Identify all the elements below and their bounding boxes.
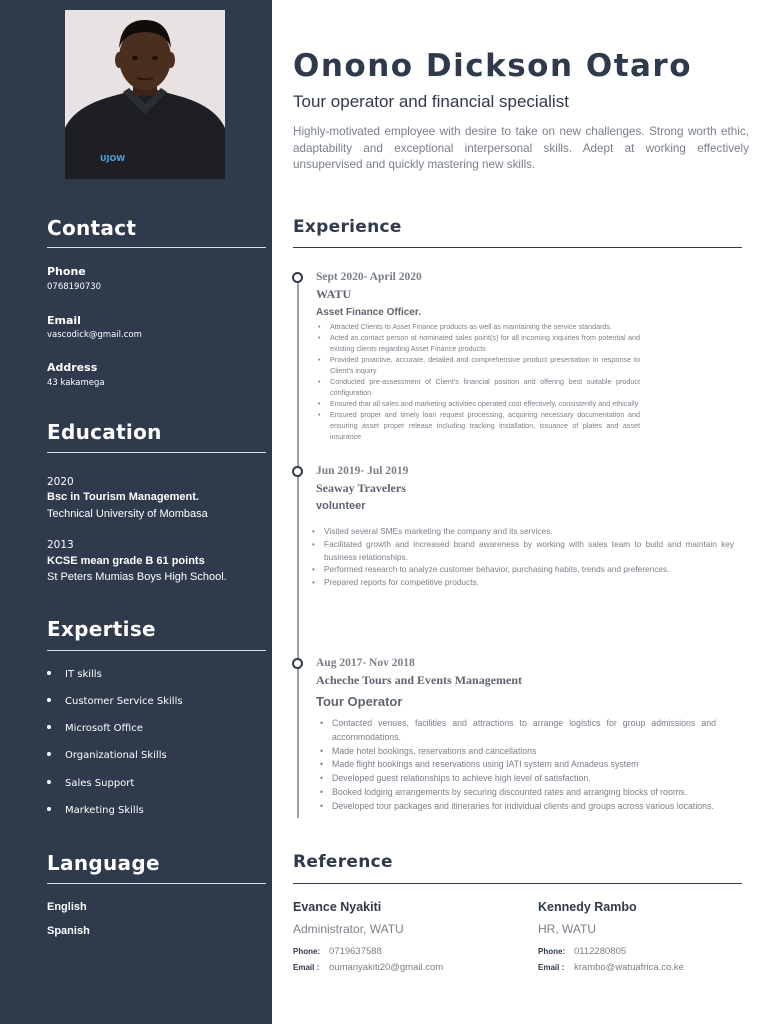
duty-item: • Contacted venues, facilities and attractions to arrange logistics for group admissions and accommodations.: [320, 717, 716, 745]
education-degree: KCSE mean grade B 61 points: [47, 555, 205, 567]
email-value: vascodick@gmail.com: [47, 330, 142, 340]
timeline-dot-icon: [292, 272, 303, 283]
expertise-item-label: Customer Service Skills: [65, 696, 183, 707]
reference-phone-value: 0112280805: [574, 946, 627, 957]
bullet-icon: [47, 698, 51, 702]
bullet-icon: [47, 725, 51, 729]
reference-name: Evance Nyakiti: [293, 900, 382, 914]
bullet-icon: [47, 671, 51, 675]
language-divider: [47, 883, 266, 884]
contact-heading: Contact: [47, 216, 137, 240]
bullet-icon: [47, 807, 51, 811]
experience-heading: Experience: [293, 217, 402, 237]
timeline-line: [297, 278, 299, 818]
profile-photo: [65, 10, 225, 179]
phone-label: Phone:: [293, 947, 321, 956]
reference-role: Administrator, WATU: [293, 922, 404, 936]
expertise-item-label: Microsoft Office: [65, 723, 143, 734]
language-heading: Language: [47, 851, 160, 875]
reference-email-value: oumanyakiti20@gmail.com: [329, 962, 444, 973]
experience-divider: [293, 247, 742, 248]
phone-label: Phone: [47, 265, 86, 278]
reference-email: [293, 962, 443, 973]
sidebar: [0, 0, 272, 1024]
reference-name: Kennedy Rambo: [538, 900, 637, 914]
duty-item: • Booked lodging arrangements by securing discounted rates and arranging blocks of rooms.: [320, 786, 716, 800]
education-year: 2013: [47, 539, 74, 551]
bullet-icon: [47, 752, 51, 756]
profile-summary: Highly-motivated employee with desire to take on new challenges. Strong worth ethic, adaptability and exceptional interpersonal skills. Adept at working effectively unsupervised and quickly mastering new skills.: [293, 125, 749, 171]
reference-phone-value: 0719637588: [329, 946, 382, 957]
reference-phone: [538, 946, 626, 957]
reference-role: HR, WATU: [538, 922, 596, 936]
job-date: Sept 2020- April 2020: [316, 271, 422, 283]
timeline-dot-icon: [292, 658, 303, 669]
expertise-item: [47, 669, 102, 680]
expertise-heading: Expertise: [47, 617, 156, 641]
photo-shirt-text: UJOW: [100, 154, 126, 163]
duty-item: • Made hotel bookings, reservations and cancellations: [320, 745, 716, 759]
bullet-icon: [47, 780, 51, 784]
reference-heading: Reference: [293, 852, 393, 872]
education-degree: Bsc in Tourism Management.: [47, 491, 199, 503]
education-school: St Peters Mumias Boys High School.: [47, 571, 227, 583]
address-value: 43 kakamega: [47, 378, 105, 388]
duty-item: • Developed guest relationships to achieve high level of satisfaction.: [320, 772, 716, 786]
reference-email: [538, 962, 684, 973]
duty-item: • Visited several SMEs marketing the company and its services.: [312, 525, 734, 538]
language-item: English: [47, 901, 87, 913]
email-label: Email :: [293, 963, 320, 972]
expertise-item-label: Marketing Skills: [65, 805, 144, 816]
reference-phone: [293, 946, 382, 957]
duty-item: • Developed tour packages and itineraries for individual clients and groups across various locations.: [320, 800, 716, 814]
reference-divider: [293, 883, 742, 884]
duty-item: • Prepared reports for competitive products.: [312, 576, 734, 589]
job-duties: [312, 525, 734, 589]
address-label: Address: [47, 361, 98, 374]
candidate-name: Onono Dickson Otaro: [293, 48, 693, 84]
education-school: Technical University of Mombasa: [47, 508, 208, 520]
contact-divider: [47, 247, 266, 248]
candidate-role: Tour operator and financial specialist: [293, 92, 569, 111]
education-heading: Education: [47, 420, 162, 444]
education-year: 2020: [47, 476, 74, 488]
email-label: Email :: [538, 963, 565, 972]
duty-item: • Provided proactive, accurate, detailed and comprehensive product presentation in response to Client's inquiry: [318, 354, 640, 376]
duty-item: • Ensured proper and timely loan request processing, acquiring necessary documentation and ensuring asset proper release including tracking installation, issuance of plates and asset insurance: [318, 409, 640, 442]
expertise-item-label: Sales Support: [65, 778, 135, 789]
education-divider: [47, 452, 266, 453]
duty-item: • Performed research to analyze customer behavior, purchasing habits, trends and preferences.: [312, 563, 734, 576]
job-title: Asset Finance Officer.: [316, 307, 422, 318]
expertise-item: [47, 778, 134, 789]
job-title: Tour Operator: [316, 694, 403, 709]
job-date: Aug 2017- Nov 2018: [316, 657, 415, 669]
job-duties: [318, 321, 640, 442]
duty-item: • Acted as contact person at nominated sales point(s) for all incoming inquiries from potential and existing clients regarding Asset Finance products: [318, 332, 640, 354]
language-item: Spanish: [47, 925, 90, 937]
expertise-divider: [47, 650, 266, 651]
expertise-item: [47, 750, 167, 761]
phone-value: 0768190730: [47, 282, 102, 292]
reference-email-value: krambo@watuafrica.co.ke: [574, 962, 684, 973]
duty-item: • Facilitated growth and increased brand awareness by working with sales team to build and maintain key business relationships.: [312, 538, 734, 564]
expertise-item-label: IT skills: [65, 669, 102, 680]
job-company: WATU: [316, 287, 352, 301]
job-title: volunteer: [316, 500, 366, 512]
phone-label: Phone:: [538, 947, 566, 956]
duty-item: • Made flight bookings and reservations using IATI system and Amadeus system: [320, 758, 716, 772]
profile-photo-illustration: [65, 10, 225, 179]
duty-item: • Attracted Clients to Asset Finance products as well as maintaining the service standards.: [318, 321, 640, 332]
duty-item: • Conducted pre-assessment of Client's financial position and offering best suitable product configuration: [318, 376, 640, 398]
expertise-item-label: Organizational Skills: [65, 750, 167, 761]
expertise-item: [47, 805, 144, 816]
timeline-dot-icon: [292, 466, 303, 477]
email-label: Email: [47, 314, 81, 327]
job-duties: [320, 717, 716, 814]
expertise-item: [47, 696, 183, 707]
job-company: Acheche Tours and Events Management: [316, 673, 523, 687]
expertise-item: [47, 723, 143, 734]
job-company: Seaway Travelers: [316, 481, 406, 495]
duty-item: • Ensured that all sales and marketing activities operated cost effectively, consistently and ethically: [318, 398, 640, 409]
job-date: Jun 2019- Jul 2019: [316, 465, 409, 477]
